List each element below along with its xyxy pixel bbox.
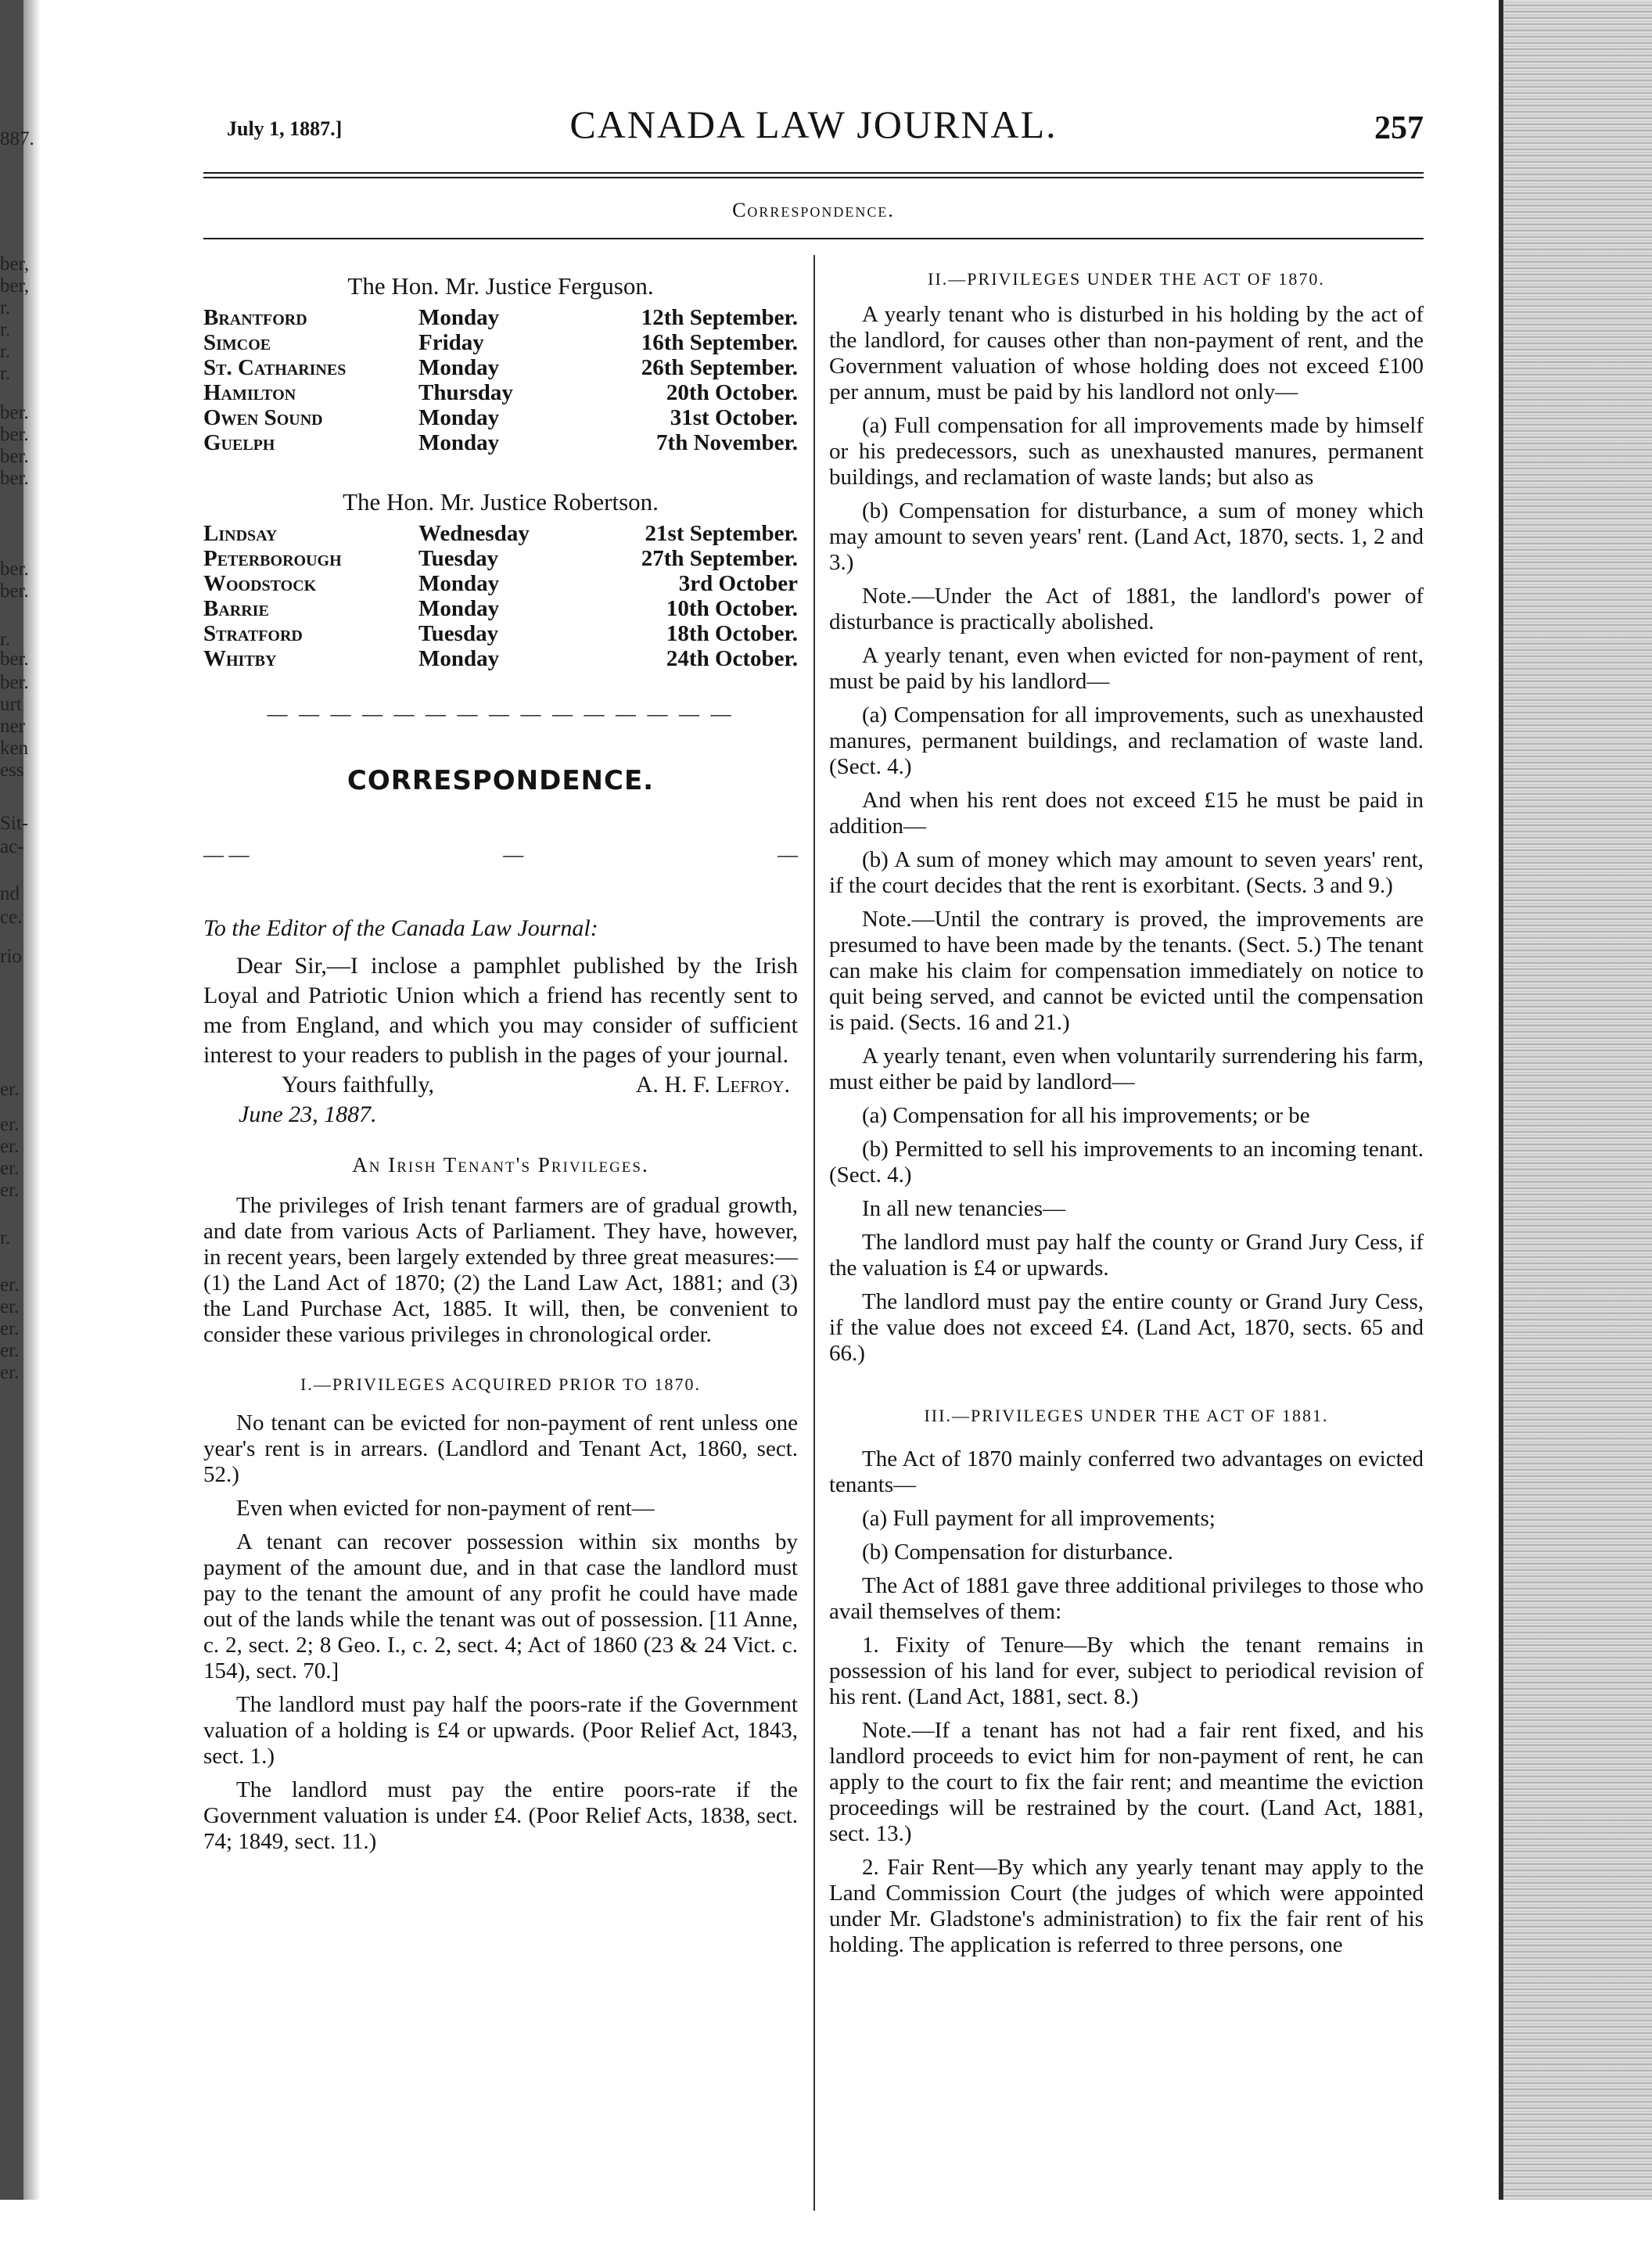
article-intro: The privileges of Irish tenant farmers are of gradual growth, and date from various Acts of Parliament. They have, however, in recent years, been largely extended by three great measures:—(1) the Land Act of 1870; (2) the Land Law Act, 1881; and (3) the Land Purchase Act, 1885. It will, then, be convenient to consider these various privileges in chronological order. xyxy=(203,1193,798,1347)
sitting-date: 21st September. xyxy=(645,521,798,546)
sitting-day: Monday xyxy=(418,571,500,596)
previous-page-fragment: r. xyxy=(0,363,11,384)
judge-name: The Hon. Mr. Justice Ferguson. xyxy=(347,272,654,300)
letter-closing: Yours faithfully, xyxy=(282,1072,435,1098)
paragraph: (b) Compensation for disturbance. xyxy=(862,1540,1173,1565)
previous-page-fragment: ber, xyxy=(0,275,30,296)
previous-page-fragment: rio xyxy=(0,946,22,967)
sitting-day: Monday xyxy=(418,430,500,455)
paragraph: In all new tenancies— xyxy=(862,1196,1066,1221)
previous-page-fragment: r. xyxy=(0,297,11,318)
paragraph: A yearly tenant, even when evicted for non-payment of rent, must be paid by his landlord— xyxy=(829,643,1424,694)
town-name: Woodstock xyxy=(203,571,317,596)
previous-page-fragment: ken xyxy=(0,738,29,759)
previous-page-fragment: ber. xyxy=(0,649,29,670)
paragraph: The landlord must pay half the county or Grand Jury Cess, if the valuation is £4 or upwards. xyxy=(829,1230,1424,1281)
town-name: St. Catharines xyxy=(203,355,347,380)
sitting-day: Friday xyxy=(418,330,484,355)
column-divider xyxy=(813,255,815,2211)
previous-page-fragment: ber. xyxy=(0,468,29,489)
paragraph: No tenant can be evicted for non-payment of rent unless one year's rent is in arrears. (Landlord and Tenant Act, 1860, sect. 52.) xyxy=(203,1410,798,1487)
schedule-row xyxy=(203,546,798,571)
section1-body xyxy=(203,1410,798,1855)
schedule-row xyxy=(203,405,798,430)
circuit-schedule xyxy=(203,521,798,671)
sitting-date: 26th September. xyxy=(641,355,798,380)
previous-page-fragment: er. xyxy=(0,1136,20,1157)
section-heading: Correspondence. xyxy=(732,199,895,221)
correspondence-title: CORRESPONDENCE. xyxy=(347,765,655,796)
town-name: Brantford xyxy=(203,305,307,330)
previous-page-fragment: er. xyxy=(0,1340,20,1361)
town-name: Stratford xyxy=(203,621,303,646)
header-double-rule xyxy=(203,172,1424,178)
schedule-row xyxy=(203,430,798,455)
schedule-row xyxy=(203,355,798,380)
previous-page-fragment: r. xyxy=(0,319,11,340)
sitting-date: 24th October. xyxy=(666,646,798,671)
paragraph: The landlord must pay half the poors-rate if the Government valuation of a holding is £4 or upwards. (Poor Relief Act, 1843, sect. 1.) xyxy=(203,1692,798,1769)
town-name: Lindsay xyxy=(203,521,278,546)
scan-right-edge xyxy=(1503,0,1652,2200)
sitting-date: 27th September. xyxy=(641,546,798,571)
previous-page-fragment: Sit- xyxy=(0,813,29,834)
sitting-date: 16th September. xyxy=(641,330,798,355)
previous-page-fragment: ber. xyxy=(0,672,29,693)
sitting-day: Monday xyxy=(418,596,500,621)
sitting-date: 12th September. xyxy=(641,305,798,330)
paragraph: 1. Fixity of Tenure—By which the tenant remains in possession of his land for ever, subject to periodical revision of his rent. (Land Act, 1881, sect. 8.) xyxy=(829,1633,1424,1709)
journal-page xyxy=(203,94,1424,2242)
town-name: Hamilton xyxy=(203,380,296,405)
previous-page-fragment: ber, xyxy=(0,253,30,275)
journal-title: CANADA LAW JOURNAL. xyxy=(569,102,1058,146)
article-title: An Irish Tenant's Privileges. xyxy=(352,1153,649,1177)
sitting-day: Thursday xyxy=(418,380,513,405)
section3-heading: III.—PRIVILEGES UNDER THE ACT OF 1881. xyxy=(924,1406,1329,1425)
letter-signature-line xyxy=(203,1070,798,1100)
previous-page-fragment: ber. xyxy=(0,580,29,602)
schedule-row xyxy=(203,380,798,405)
schedule-row xyxy=(203,596,798,621)
sitting-date: 3rd October xyxy=(678,571,798,596)
judge-name: The Hon. Mr. Justice Robertson. xyxy=(343,488,659,516)
sitting-date: 18th October. xyxy=(666,621,798,646)
town-name: Owen Sound xyxy=(203,405,323,430)
previous-page-fragment: er. xyxy=(0,1158,20,1179)
paragraph: (a) Full payment for all improvements; xyxy=(862,1506,1216,1531)
section2-body xyxy=(829,302,1424,1367)
previous-page-fragment: urt xyxy=(0,694,22,715)
previous-page-fragment: r. xyxy=(0,341,11,362)
paragraph: (a) Full compensation for all improvements made by himself or his predecessors, such as unexhausted manures, permanent buildings, and reclamation of waste lands; but also as xyxy=(829,413,1424,490)
previous-page-fragment: er. xyxy=(0,1274,20,1295)
previous-page-fragment: er. xyxy=(0,1180,20,1201)
paragraph: (a) Compensation for all improvements, such as unexhausted manures, permanent buildings, and reclamation of waste land. (Sect. 4.) xyxy=(829,702,1424,779)
schedule-row xyxy=(203,521,798,546)
section1-heading: I.—PRIVILEGES ACQUIRED PRIOR TO 1870. xyxy=(300,1374,701,1394)
schedule-row xyxy=(203,646,798,671)
previous-page-fragment: ber. xyxy=(0,559,29,580)
previous-page-fragment: er. xyxy=(0,1362,20,1383)
paragraph: (b) A sum of money which may amount to seven years' rent, if the court decides that the rent is exorbitant. (Sects. 3 and 9.) xyxy=(829,847,1424,898)
previous-page-fragment: er. xyxy=(0,1318,20,1339)
letter-signature: A. H. F. Lefroy. xyxy=(635,1072,790,1098)
two-column-body xyxy=(203,239,1424,2242)
town-name: Simcoe xyxy=(203,330,271,355)
paragraph: (b) Permitted to sell his improvements to an incoming tenant. (Sect. 4.) xyxy=(829,1137,1424,1187)
sitting-day: Wednesday xyxy=(418,521,530,546)
previous-page-fragments xyxy=(0,94,55,2034)
paragraph: The landlord must pay the entire poors-rate if the Government valuation is under £4. (Poor Relief Acts, 1838, sect. 74; 1849, sect. 11.) xyxy=(203,1777,798,1854)
letter-to-editor xyxy=(203,914,798,1130)
paragraph: A tenant can recover possession within six months by payment of the amount due, and in that case the landlord must pay to the tenant the amount of any profit he could have made out of the lands while the tenant was out of possession. [11 Anne, c. 2, sect. 2; 8 Geo. I., c. 2, sect. 4; Act of 1860 (23 & 24 Vict. c. 154), sect. 70.] xyxy=(203,1529,798,1683)
sitting-day: Monday xyxy=(418,305,500,330)
right-column xyxy=(829,239,1424,1966)
schedule-row xyxy=(203,330,798,355)
sitting-day: Tuesday xyxy=(418,621,499,646)
header-date: July 1, 1887.] xyxy=(227,117,343,140)
sitting-day: Monday xyxy=(418,405,500,430)
previous-page-fragment: ner xyxy=(0,716,25,737)
section2-heading: II.—PRIVILEGES UNDER THE ACT OF 1870. xyxy=(928,269,1325,289)
paragraph: The Act of 1881 gave three additional privileges to those who avail themselves of them: xyxy=(829,1573,1424,1624)
previous-page-fragment: er. xyxy=(0,1079,20,1100)
correspondence-rule: — — — — xyxy=(203,843,798,866)
previous-page-fragment: ber. xyxy=(0,446,29,467)
previous-page-fragment: ber. xyxy=(0,424,29,445)
town-name: Peterborough xyxy=(203,546,342,571)
left-column xyxy=(203,239,798,1863)
sitting-date: 20th October. xyxy=(666,380,798,405)
town-name: Guelph xyxy=(203,430,275,455)
sitting-date: 31st October. xyxy=(670,405,798,430)
previous-page-fragment: ber. xyxy=(0,402,29,423)
letter-date: June 23, 1887. xyxy=(239,1101,377,1127)
previous-page-fragment: 887. xyxy=(0,128,34,149)
paragraph: A yearly tenant, even when voluntarily surrendering his farm, must either be paid by landlord— xyxy=(829,1044,1424,1094)
paragraph: The Act of 1870 mainly conferred two advantages on evicted tenants— xyxy=(829,1446,1424,1497)
schedule-row xyxy=(203,305,798,330)
paragraph: And when his rent does not exceed £15 he must be paid in addition— xyxy=(829,788,1424,839)
letter-body: Dear Sir,—I inclose a pamphlet published by the Irish Loyal and Patriotic Union which a friend has recently sent to me from England, and which you may consider of sufficient interest to your readers to publish in the pages of your journal. xyxy=(203,953,798,1068)
ornament-rule: — — — — — — — — — — — — — — — xyxy=(267,702,734,725)
paragraph: Even when evicted for non-payment of rent— xyxy=(236,1496,655,1521)
letter-salutation: To the Editor of the Canada Law Journal: xyxy=(203,915,598,941)
sitting-date: 7th November. xyxy=(656,430,798,455)
schedule-row xyxy=(203,621,798,646)
previous-page-fragment: ac- xyxy=(0,836,24,857)
paragraph: Note.—Until the contrary is proved, the improvements are presumed to have been made by the tenants. (Sect. 5.) The tenant can make his claim for compensation immediately on notice to quit being served, and cannot be evicted until the compensation is paid. (Sects. 16 and 21.) xyxy=(829,907,1424,1035)
previous-page-fragment: er. xyxy=(0,1114,20,1135)
town-name: Whitby xyxy=(203,646,277,671)
paragraph: Note.—If a tenant has not had a fair rent fixed, and his landlord proceeds to evict him for non-payment of rent, he can apply to the court to fix the fair rent; and meantime the eviction proceedings will be restrained by the court. (Land Act, 1881, sect. 13.) xyxy=(829,1718,1424,1846)
previous-page-fragment: r. xyxy=(0,629,11,650)
paragraph: 2. Fair Rent—By which any yearly tenant may apply to the Land Commission Court (the judges of which were appointed under Mr. Gladstone's administration) to fix the fair rent of his holding. The application is referred to three persons, one xyxy=(829,1855,1424,1957)
sitting-date: 10th October. xyxy=(666,596,798,621)
previous-page-fragment: nd xyxy=(0,883,20,904)
previous-page-fragment: er. xyxy=(0,1296,20,1317)
page-header xyxy=(203,94,1424,172)
schedule-row xyxy=(203,571,798,596)
paragraph: The landlord must pay the entire county or Grand Jury Cess, if the value does not exceed £4. (Land Act, 1870, sects. 65 and 66.) xyxy=(829,1289,1424,1366)
sitting-day: Tuesday xyxy=(418,546,499,571)
page-number: 257 xyxy=(1374,110,1424,146)
sitting-day: Monday xyxy=(418,355,500,380)
town-name: Barrie xyxy=(203,596,269,621)
section3-body xyxy=(829,1446,1424,1958)
circuit-schedule xyxy=(203,305,798,455)
previous-page-fragment: r. xyxy=(0,1227,11,1249)
paragraph: A yearly tenant who is disturbed in his holding by the act of the landlord, for causes other than non-payment of rent, and the Government valuation of whose holding does not exceed £100 per annum, must be paid by his landlord not only— xyxy=(829,302,1424,404)
assize-schedules xyxy=(203,272,798,671)
sitting-day: Monday xyxy=(418,646,500,671)
paragraph: (b) Compensation for disturbance, a sum of money which may amount to seven years' rent. (Land Act, 1870, sects. 1, 2 and 3.) xyxy=(829,498,1424,575)
previous-page-fragment: ess xyxy=(0,760,24,781)
paragraph: Note.—Under the Act of 1881, the landlord's power of disturbance is practically abolished. xyxy=(829,584,1424,634)
paragraph: (a) Compensation for all his improvements; or be xyxy=(862,1103,1310,1128)
previous-page-fragment: ce. xyxy=(0,907,23,928)
